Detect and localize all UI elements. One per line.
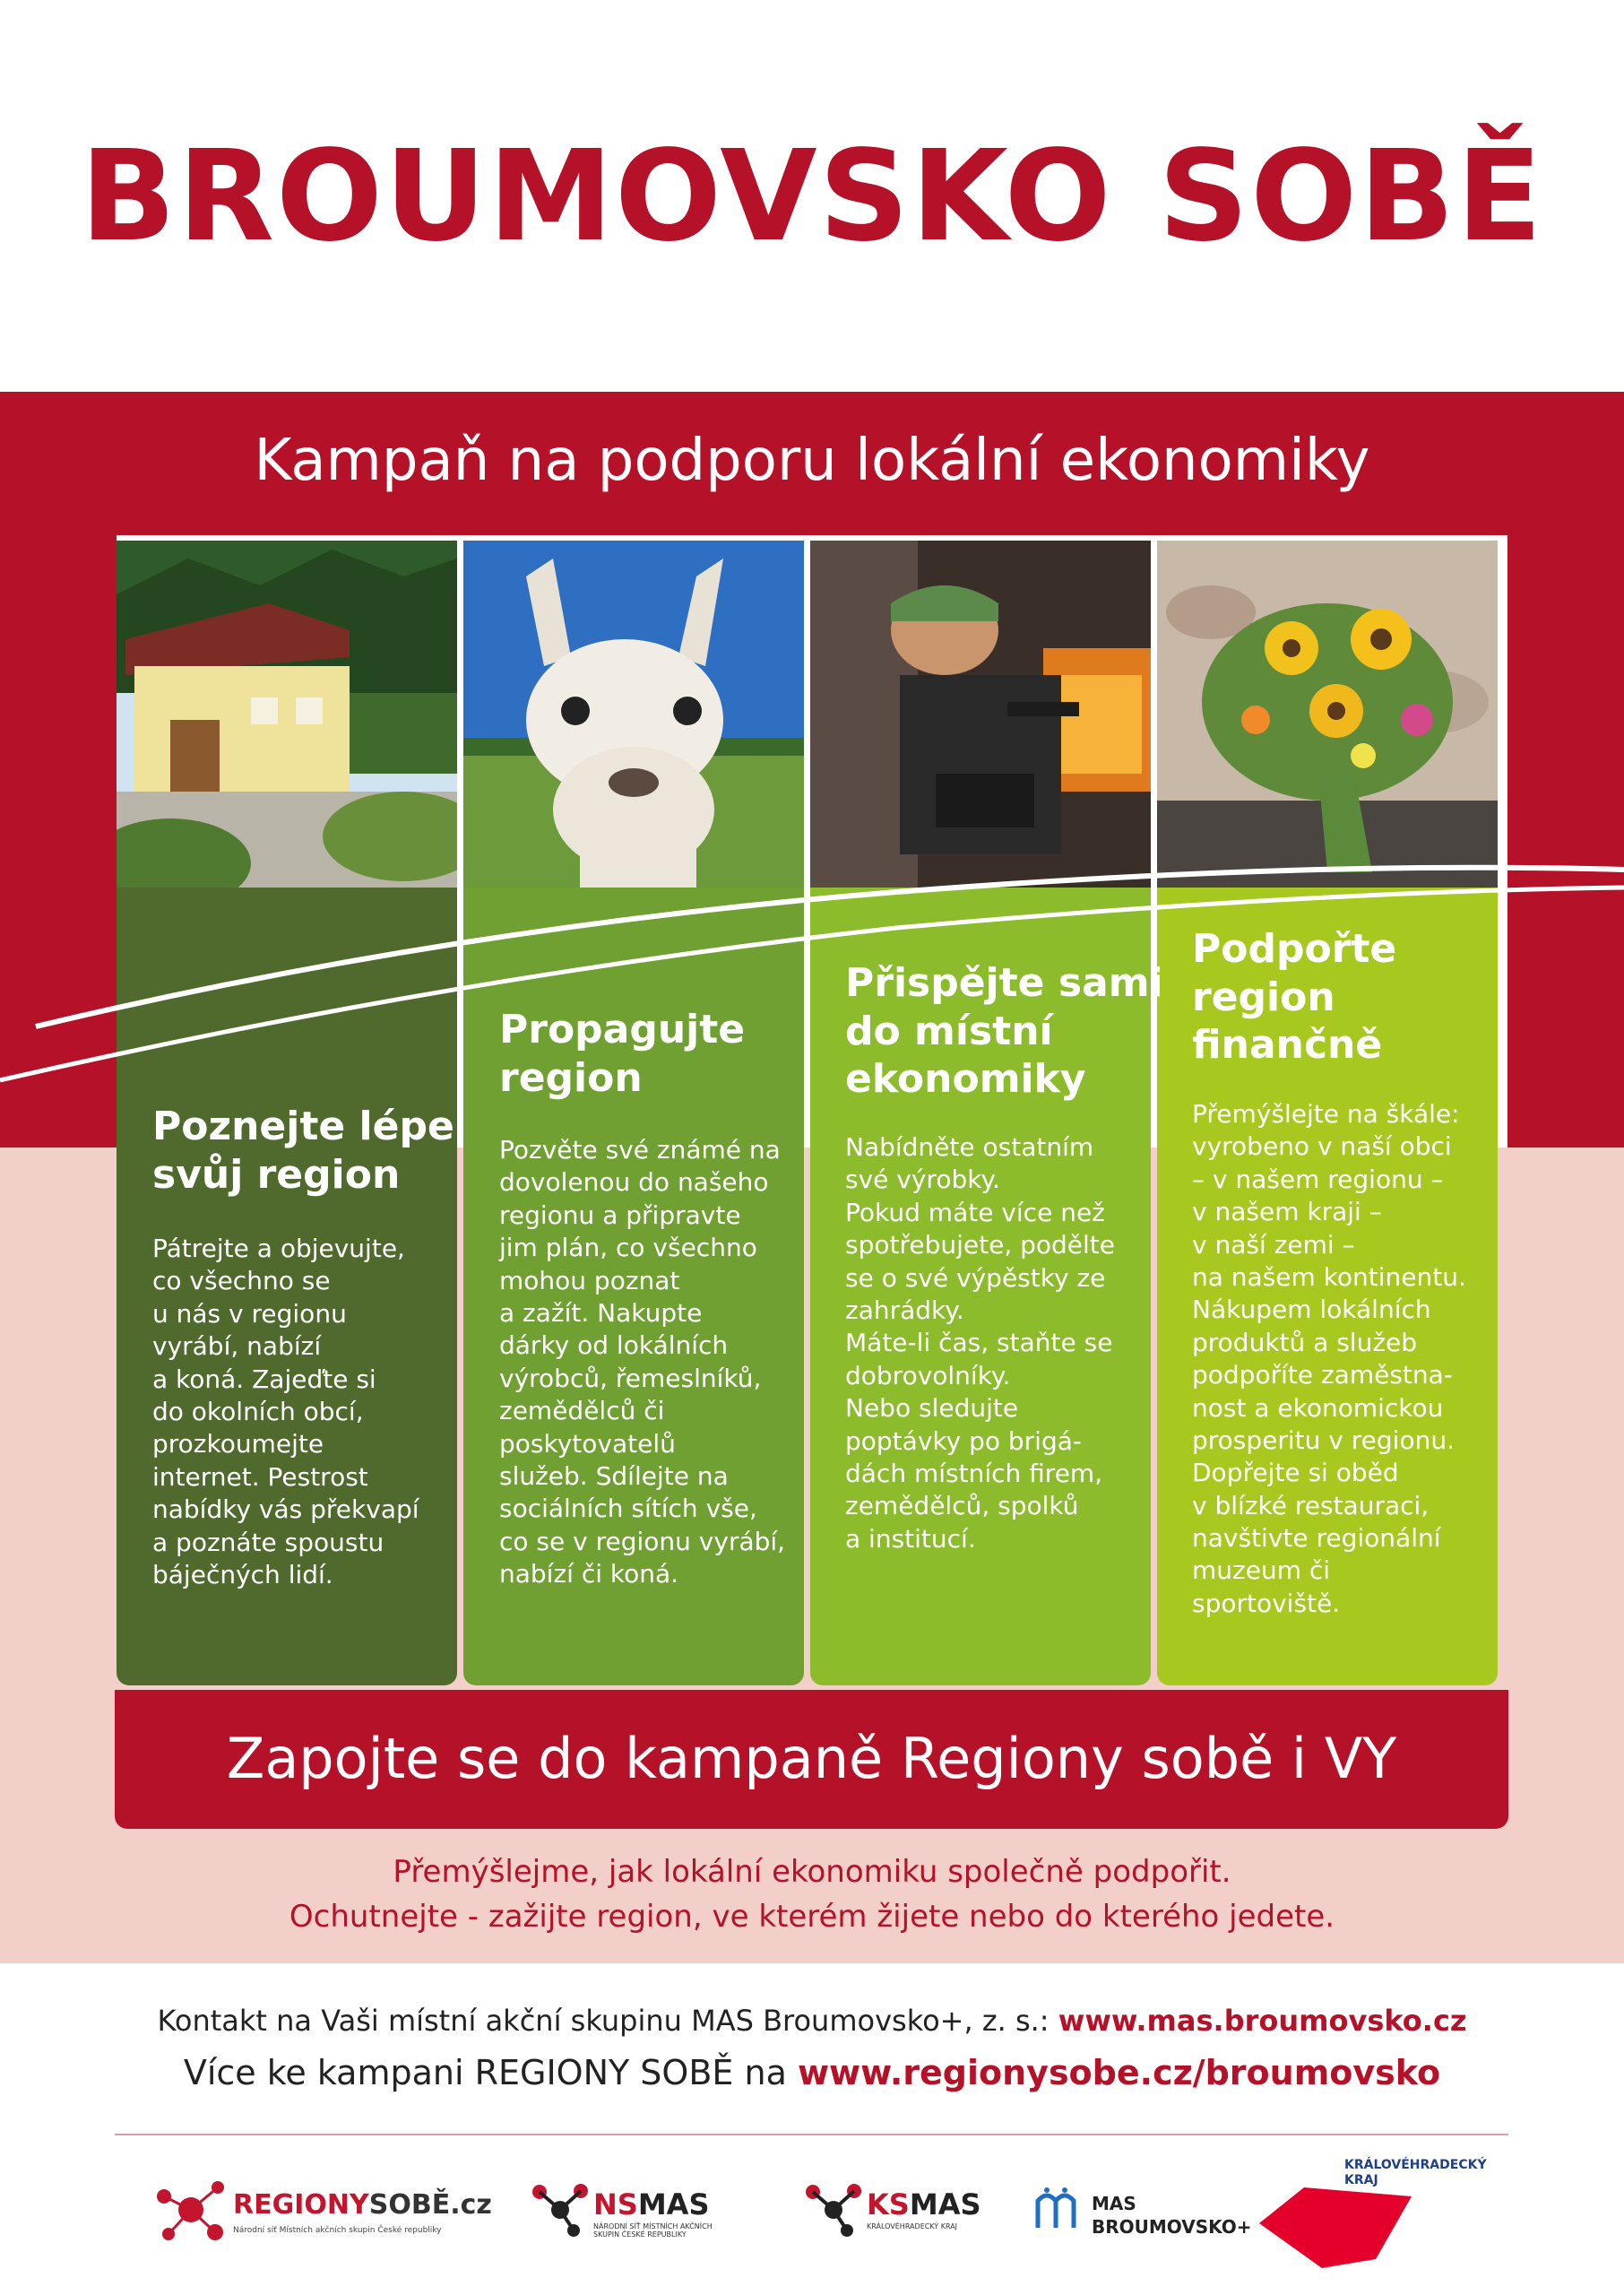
- column-text-explore: Pátrejte a objevujte, co všechno se u nás v regionu vyrábí, nabízí a koná. Zajeďte si do okolních obcí, prozkoumejte internet. Pestrost nabídky vás překvapí a poznáte spoustu báječných lidí.: [152, 1234, 419, 1589]
- nsmas-wordmark: NSMAS: [593, 2187, 710, 2221]
- contact-line-campaign: [0, 2053, 1624, 2092]
- footer-divider: [115, 2134, 1508, 2135]
- ksmas-wordmark: KSMAS: [867, 2187, 981, 2221]
- mas-website-link[interactable]: www.mas.broumovsko.cz: [1058, 2004, 1467, 2038]
- column-heading-promote: Propagujte region: [499, 1007, 746, 1101]
- contact-text-mas: Kontakt na Vaši místní akční skupinu MAS Broumovsko+, z. s.:: [157, 2004, 1058, 2038]
- ksmas-logo: [802, 2156, 999, 2264]
- ksmas-tagline: KRÁLOVÉHRADECKÝ KRAJ: [867, 2222, 958, 2230]
- flowers-photo: [1157, 541, 1498, 895]
- mas-broumovsko-mark-icon: [1031, 2183, 1084, 2237]
- cta-text: Zapojte se do kampaně Regiony sobě i VY: [226, 1726, 1397, 1791]
- campaign-subtitle: Kampaň na podporu lokální ekonomiky: [254, 428, 1370, 494]
- contact-text-campaign: Více ke kampani REGIONY SOBĚ na: [183, 2053, 798, 2092]
- kraj-wordmark: KRÁLOVÉHRADECKÝ KRAJ: [1344, 2158, 1487, 2187]
- column-text-support: Přemýšlejte na škále: vyrobeno v naší obci – v našem regionu – v našem kraji – v naší zemi – na našem kontinentu. Nákupem lokálních produktů a služeb podpoříte zaměstna- nost a ekonomickou prosperitu v regionu. Dopřejte si oběd v blízké restauraci, navštivte regionální muzeum či sportoviště.: [1192, 1099, 1466, 1618]
- llama-photo: [463, 541, 804, 895]
- nsmas-logo: [529, 2156, 726, 2264]
- regionysobe-tagline: Národní síť Místních akčních skupin České republiky: [233, 2226, 442, 2235]
- regionysobe-mark-icon: [151, 2169, 231, 2250]
- tagline-line-2: Ochutnejte - zažijte region, ve kterém žijete nebo do kterého jedete.: [289, 1899, 1335, 1935]
- kraj-mark-icon: [1259, 2187, 1421, 2268]
- house-photo: [117, 541, 457, 895]
- ksmas-mark-icon: [802, 2178, 865, 2241]
- mas-broumovsko-logo: [1031, 2156, 1252, 2264]
- column-heading-explore: Poznejte lépe svůj region: [152, 1104, 454, 1198]
- contact-line-mas: [0, 2004, 1624, 2038]
- blacksmith-photo: [810, 541, 1151, 895]
- column-heading-support: Podpořte region finančně: [1192, 926, 1397, 1069]
- mas-broumovsko-wordmark: MAS BROUMOVSKO+: [1092, 2193, 1252, 2238]
- column-text-promote: Pozvěte své známé na dovolenou do našeho regionu a připravte jim plán, co všechno mohou poznat a zažít. Nakupte dárky od lokálních výrobců, řemeslníků, zemědělců či poskytovatelů služeb. Sdílejte na sociálních sítích vše, co se v regionu vyrábí, nabízí či koná.: [499, 1135, 786, 1589]
- regionysobe-logo: [151, 2156, 492, 2264]
- campaign-website-link[interactable]: www.regionysobe.cz/broumovsko: [797, 2053, 1441, 2092]
- column-heading-contribute: Přispějte sami do místní ekonomiky: [845, 960, 1163, 1103]
- tagline-line-1: Přemýšlejme, jak lokální ekonomiku společně podpořit.: [393, 1854, 1231, 1890]
- page-title: BROUMOVSKO SOBĚ: [80, 124, 1544, 270]
- column-text-contribute: Nabídněte ostatním své výrobky. Pokud máte více než spotřebujete, podělte se o své výpěstky ze zahrádky. Máte-li čas, staňte se dobrovolníky. Nebo sledujte poptávky po brigá- dách místních firem, zemědělců, spolků a institucí.: [845, 1132, 1116, 1554]
- nsmas-tagline: NÁRODNÍ SÍŤ MÍSTNÍCH AKČNÍCH SKUPIN ČESKÉ REPUBLIKY: [593, 2222, 713, 2239]
- nsmas-mark-icon: [529, 2178, 592, 2241]
- regionysobe-wordmark: REGIONYSOBĚ.cz: [233, 2189, 492, 2221]
- kralovehradecky-kraj-logo: [1259, 2156, 1487, 2264]
